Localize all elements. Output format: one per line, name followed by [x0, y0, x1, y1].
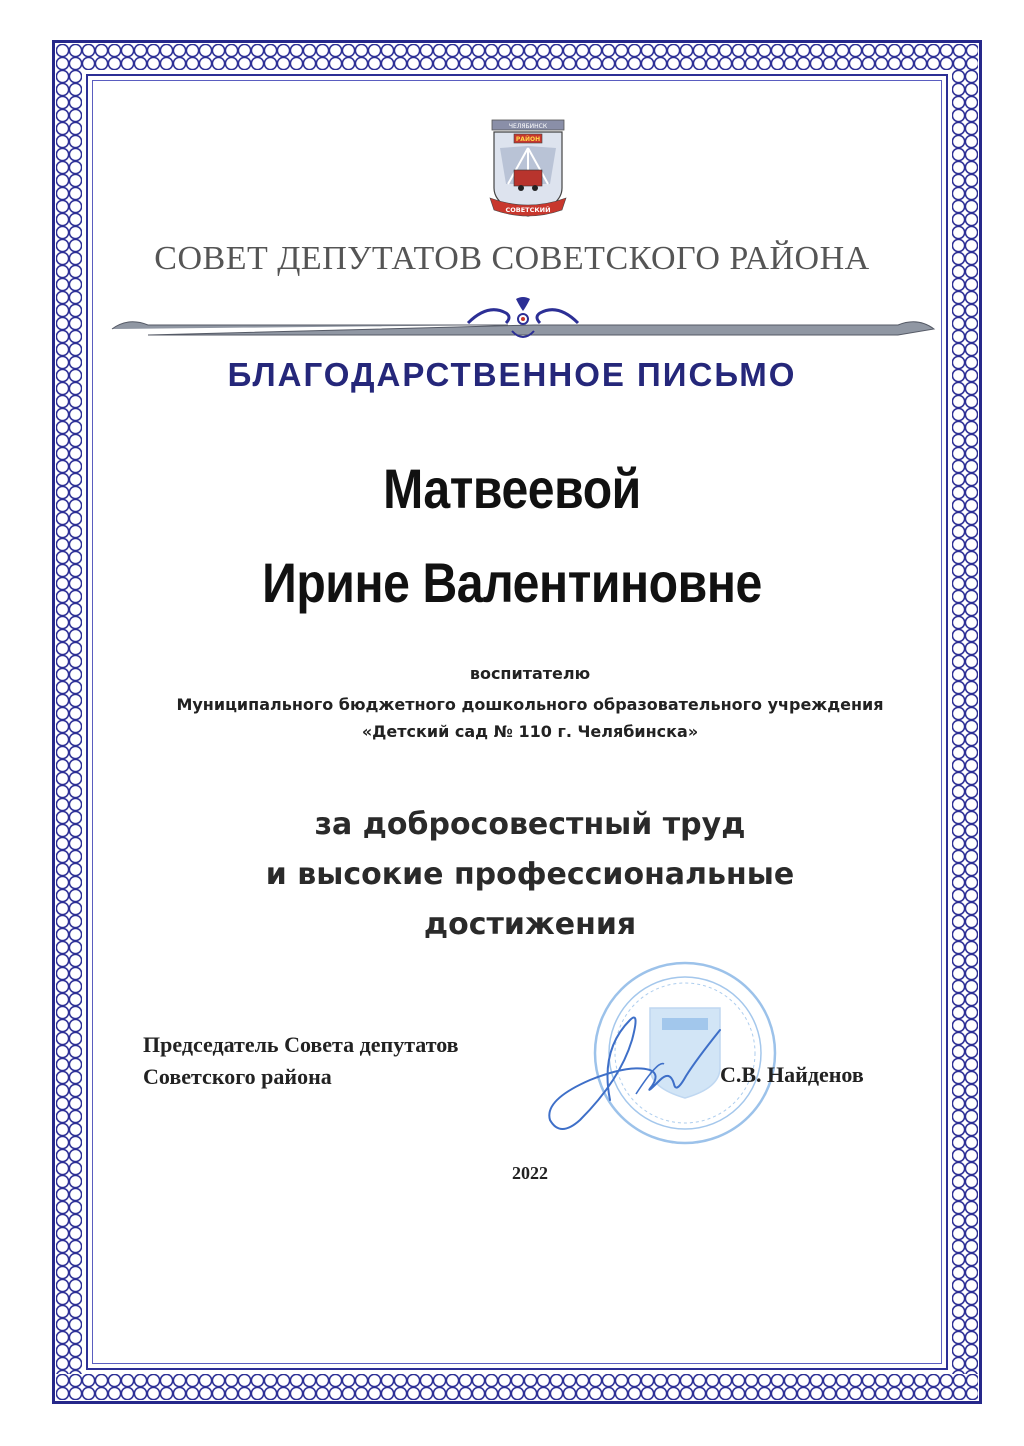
signatory-title-line-1: Председатель Совета депутатов: [143, 1032, 459, 1057]
signatory-title-line-2: Советского района: [143, 1064, 332, 1089]
svg-text:СОВЕТСКИЙ: СОВЕТСКИЙ: [505, 206, 551, 214]
recipient-institution-name: «Детский сад № 110 г. Челябинска»: [361, 722, 699, 741]
signatory-name: С.В. Найденов: [720, 1062, 864, 1087]
svg-text:РАЙОН: РАЙОН: [515, 136, 541, 143]
district-emblem-icon: [488, 118, 568, 222]
ornament-divider: [108, 295, 938, 351]
document-title: БЛАГОДАРСТВЕННОЕ ПИСЬМО: [227, 356, 797, 393]
reason-line-1: за добросовестный труд: [314, 807, 746, 842]
border-pattern-bottom: [56, 1374, 978, 1400]
reason-line-3: достижения: [423, 907, 637, 942]
document-year: 2022: [512, 1163, 548, 1183]
reason-line-2: и высокие профессиональные: [265, 857, 795, 892]
recipient-surname: Матвеевой: [383, 457, 641, 520]
border-pattern-top: [56, 44, 978, 70]
recipient-institution: Муниципального бюджетного дошкольного образовательного учреждения: [176, 695, 884, 714]
recipient-position: воспитателю: [469, 664, 591, 683]
council-name: СОВЕТ ДЕПУТАТОВ СОВЕТСКОГО РАЙОНА: [154, 240, 870, 277]
handwritten-signature: [540, 990, 730, 1140]
svg-text:ЧЕЛЯБИНСК: ЧЕЛЯБИНСК: [508, 123, 548, 130]
recipient-given-names: Ирине Валентиновне: [262, 551, 762, 614]
